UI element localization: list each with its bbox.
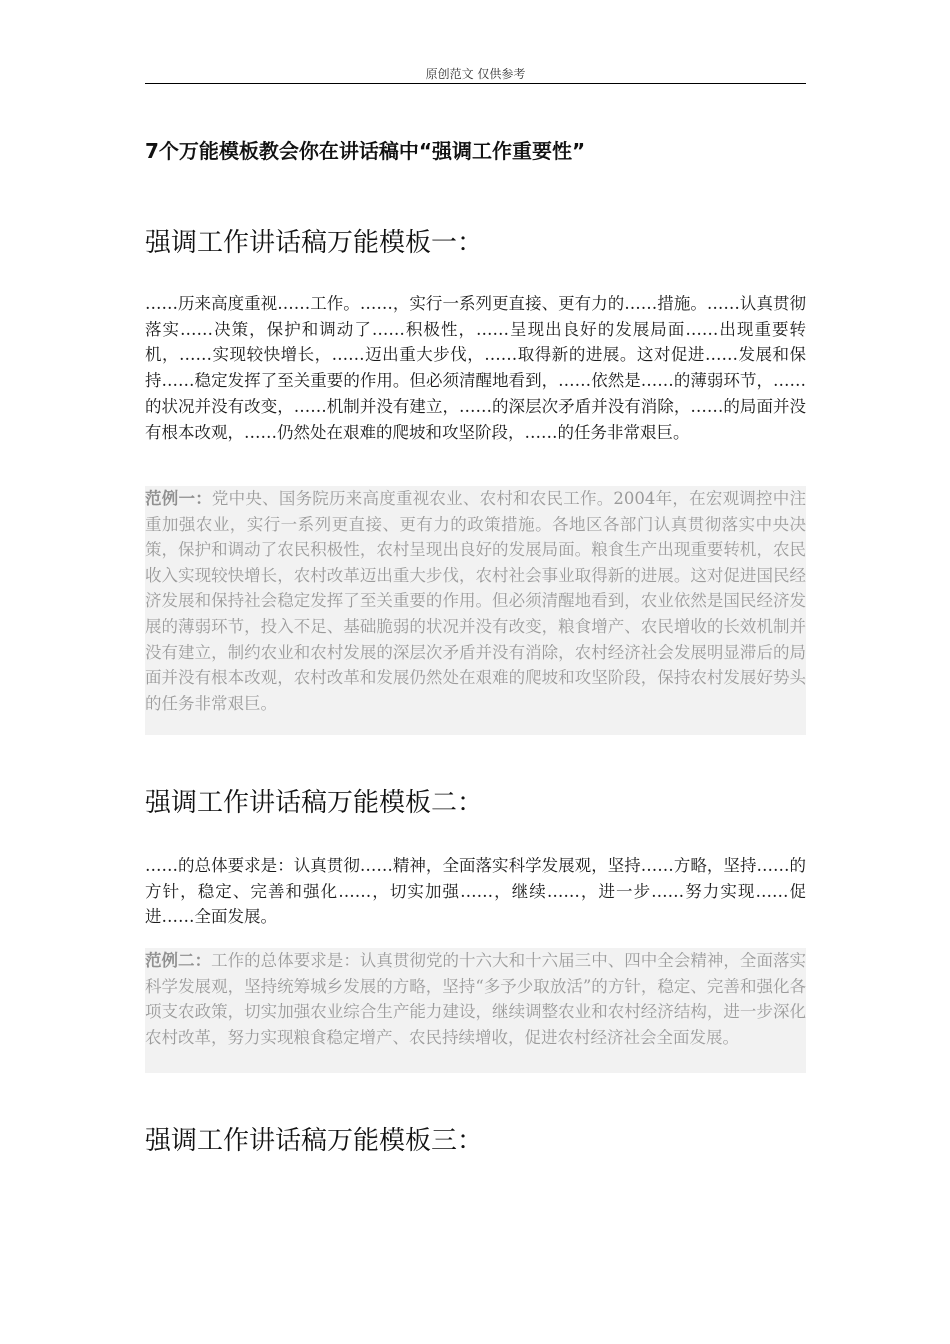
header-rule [145, 83, 806, 84]
example-text-2: 工作的总体要求是：认真贯彻党的十六大和十六届三中、四中全会精神，全面落实科学发展观，坚持统筹城乡发展的方略，坚持“多予少取放活”的方针，稳定、完善和强化各项支农政策，切实加强农业综合生产能力建设，继续调整农业和农村经济结构，进一步深化农村改革，努力实现粮食稳定增产、农民持续增收，促进农村经济社会全面发展。 [145, 951, 807, 1047]
section-heading-2: 强调工作讲话稿万能模板二： [145, 788, 484, 818]
example-box-1 [145, 486, 806, 735]
template-text-1: ……历来高度重视……工作。……，实行一系列更直接、更有力的……措施。……认真贯彻落实……决策，保护和调动了……积极性，……呈现出良好的发展局面……出现重要转机，……实现较快增长，……迈出重大步伐，……取得新的进展。这对促进……发展和保持……稳定发挥了至关重要的作用。但必须清醒地看到，……依然是……的薄弱环节，……的状况并没有改变，……机制并没有建立，……的深层次矛盾并没有消除，……的局面并没有根本改观，……仍然处在艰难的爬坡和攻坚阶段，……的任务非常艰巨。 [145, 294, 806, 442]
example-text-1: 党中央、国务院历来高度重视农业、农村和农民工作。2004年，在宏观调控中注重加强农业，实行一系列更直接、更有力的政策措施。各地区各部门认真贯彻落实中央决策，保护和调动了农民积极性，农村呈现出良好的发展局面。粮食生产出现重要转机，农民收入实现较快增长，农村改革迈出重大步伐，农村社会事业取得新的进展。这对促进国民经济发展和保持社会稳定发挥了至关重要的作用。但必须清醒地看到，农业依然是国民经济发展的薄弱环节，投入不足、基础脆弱的状况并没有改变，粮食增产、农民增收的长效机制并没有建立，制约农业和农村发展的深层次矛盾并没有消除，农村经济社会发展明显滞后的局面并没有根本改观，农村改革和发展仍然处在艰难的爬坡和攻坚阶段，保持农村发展好势头的任务非常艰巨。 [145, 489, 806, 713]
section-heading-3: 强调工作讲话稿万能模板三： [145, 1126, 484, 1156]
example-label-2: 范例二： [145, 951, 212, 970]
example-label-1: 范例一： [145, 489, 212, 508]
document-title: 7个万能模板教会你在讲话稿中“强调工作重要性” [145, 139, 586, 163]
running-header: 原创范文 仅供参考 [425, 67, 526, 81]
section-heading-1: 强调工作讲话稿万能模板一： [145, 228, 484, 258]
example-box-2 [145, 948, 806, 1073]
template-text-2: ……的总体要求是：认真贯彻……精神，全面落实科学发展观，坚持……方略，坚持……的方针，稳定、完善和强化……，切实加强……，继续……，进一步……努力实现……促进……全面发展。 [145, 856, 806, 927]
